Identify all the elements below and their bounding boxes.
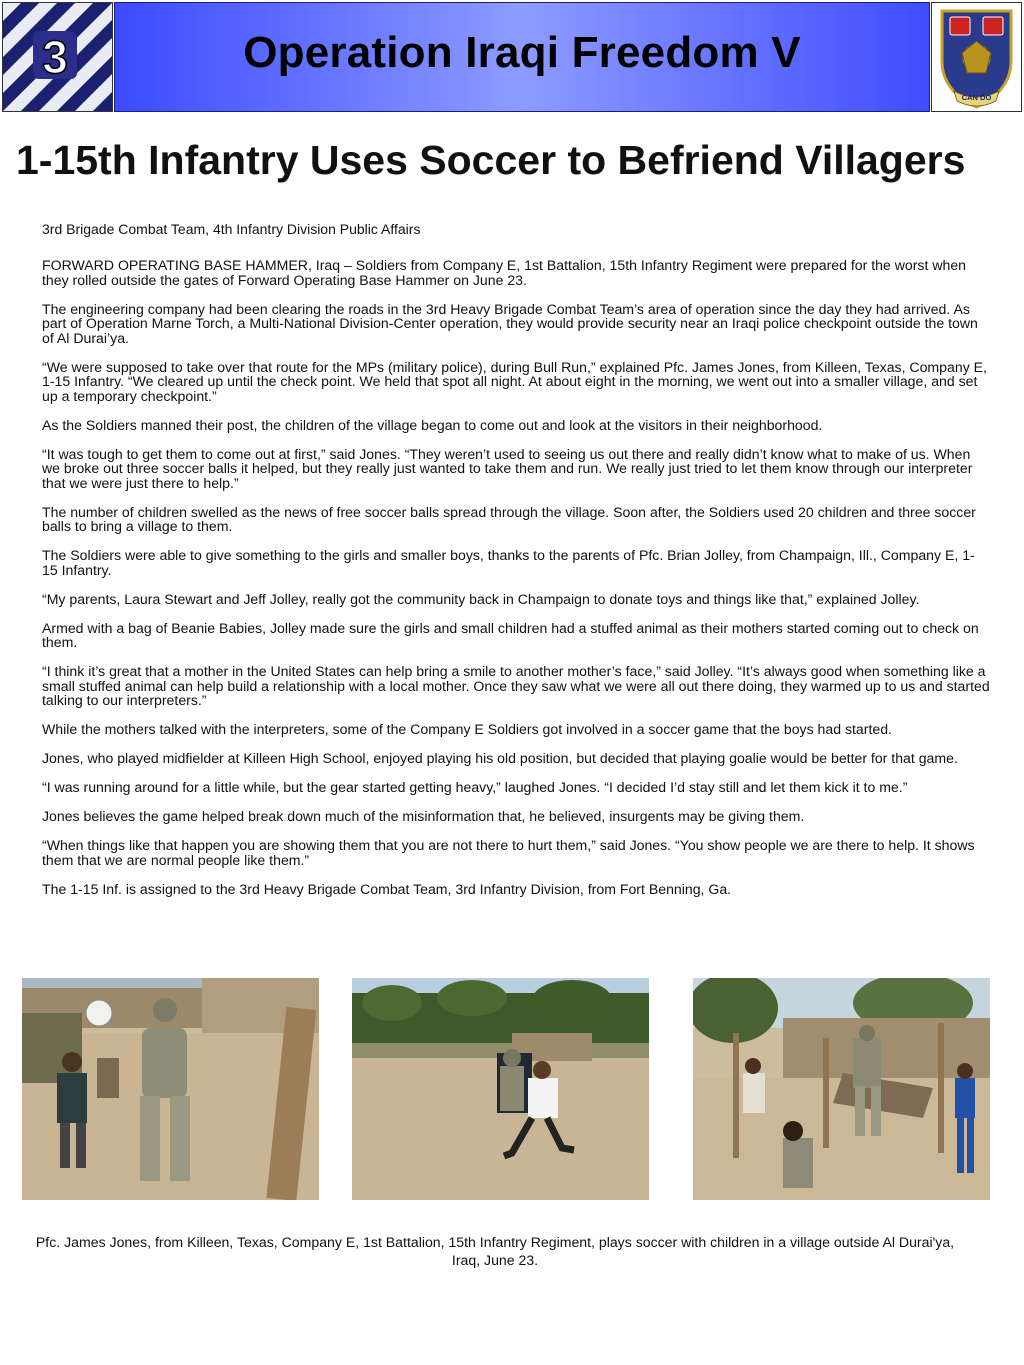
article-paragraph: “My parents, Laura Stewart and Jeff Jolley, really got the community back in Champaign to donate toys and things like that,” explained Jolley. (42, 590, 920, 607)
3rd-infantry-division-patch-icon (2, 2, 113, 112)
article-paragraph: The 1-15 Inf. is assigned to the 3rd Heavy Brigade Combat Team, 3rd Infantry Division, from Fort Benning, Ga. (42, 880, 732, 897)
15th-infantry-regiment-crest-icon (931, 2, 1022, 112)
crest-motto: CAN DO (961, 93, 992, 102)
article-paragraph: Armed with a bag of Beanie Babies, Jolley made sure the girls and small children had a stuffed animal as their mothers started coming out to check on them. (42, 619, 979, 650)
article-paragraph: Jones, who played midfielder at Killeen High School, enjoyed playing his old position, but decided that playing goalie would be better for that game. (42, 750, 958, 766)
soldier-goalie-with-children-photo (693, 978, 990, 1200)
article-paragraph: “When things like that happen you are showing them that you are not there to hurt them,” said Jones. “You show people we are there to help. It shows them that we are normal people like them.” (42, 837, 975, 868)
patch-numeral: 3 (42, 31, 68, 83)
article-body (42, 258, 990, 911)
photo-caption: Pfc. James Jones, from Killeen, Texas, Company E, 1st Battalion, 15th Infantry Regiment, plays soccer with children in a village outside Al Durai'ya, Iraq, June 23. (35, 1234, 955, 1268)
article-paragraph: “I think it’s great that a mother in the United States can help bring a smile to another mother’s face,” said Jolley. “It’s always good when something like a small stuffed animal can help build a relationship with a local mother. Once they saw what we were all out there doing, they warmed up to us and started talking to our interpreters.” (42, 663, 990, 708)
article-paragraph: The number of children swelled as the news of free soccer balls spread through the village. Soon after, the Soldiers used 20 children and three soccer balls to bring a village to them. (42, 503, 976, 534)
article-paragraph: While the mothers talked with the interpreters, some of the Company E Soldiers got involved in a soccer game that the boys had started. (42, 721, 892, 737)
page-title: Operation Iraqi Freedom V (243, 28, 801, 77)
article-paragraph: FORWARD OPERATING BASE HAMMER, Iraq – Soldiers from Company E, 1st Battalion, 15th Infantry Regiment were prepared for the worst when they rolled outside the gates of Forward Operating Base Hammer on June 23. (42, 257, 967, 288)
article-paragraph: “It was tough to get them to come out at first,” said Jones. “They weren’t used to seeing us out there and really didn’t know what to make of us. When we broke out three soccer balls it helped, but they really just wanted to take them and run. We really just tried to let them know through our interpreter that we were just there to help.” (42, 445, 973, 491)
article-paragraph: The engineering company had been clearing the roads in the 3rd Heavy Brigade Combat Team’s area of operation since the day they had arrived. As part of Operation Marne Torch, a Multi-National Division-Center operation, they would provide security near an Iraqi police checkpoint outside the town of Al Durai’ya. (42, 300, 978, 346)
article-paragraph: Jones believes the game helped break down much of the misinformation that, he believed, insurgents may be giving them. (42, 808, 805, 824)
header-banner (0, 0, 1024, 115)
article-paragraph: As the Soldiers manned their post, the children of the village began to come out and look at the visitors in their neighborhood. (42, 416, 823, 433)
article-headline: 1-15th Infantry Uses Soccer to Befriend Villagers (16, 137, 966, 183)
article-paragraph: “I was running around for a little while, but the gear started getting heavy,” laughed Jones. “I decided I’d stay still and let them kick it to me.” (42, 779, 908, 795)
article-byline: 3rd Brigade Combat Team, 4th Infantry Division Public Affairs (42, 221, 421, 237)
soldier-with-soccer-ball-photo (22, 978, 319, 1200)
article-paragraph: The Soldiers were able to give something to the girls and smaller boys, thanks to the parents of Pfc. Brian Jolley, from Champaign, Ill., Company E, 1-15 Infantry. (42, 547, 975, 578)
banner-title-bar (114, 2, 930, 112)
soldier-playing-soccer-with-boy-photo (352, 978, 649, 1200)
article-paragraph: “We were supposed to take over that route for the MPs (military police), during Bull Run,” explained Pfc. James Jones, from Killeen, Texas, Company E, 1-15 Infantry. “We cleared up until the check point. We held that spot all night. At about eight in the morning, we went out into a smaller village, and set up a temporary checkpoint.” (42, 358, 987, 404)
